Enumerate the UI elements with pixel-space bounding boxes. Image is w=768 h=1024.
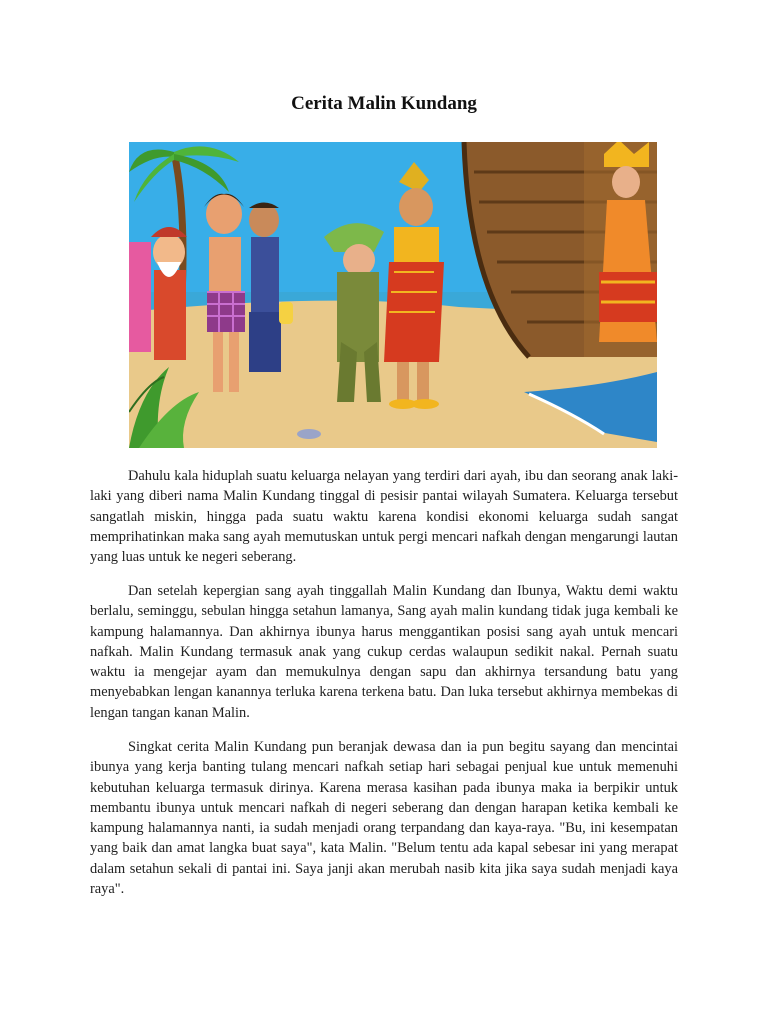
story-illustration	[129, 142, 657, 448]
paragraph-2: Dan setelah kepergian sang ayah tinggallah Malin Kundang dan Ibunya, Waktu demi waktu berlalu, seminggu, sebulan hingga setahun lamanya, Sang ayah malin kundang tidak juga kembali ke kampung halamannya. Dan akhirnya ibunya harus menggantikan posisi sang ayah untuk mencari nafkah. Malin Kundang termasuk anak yang cukup cerdas walaupun sedikit nakal. Pernah suatu waktu ia mengejar ayam dan memukulnya dengan sapu dan akhirnya tersandung batu yang menyebabkan lengan kanannya terluka karena terkena batu. Dan luka tersebut akhirnya membekas di lengan tangan kanan Malin.	[90, 583, 678, 721]
paragraph-3: Singkat cerita Malin Kundang pun beranjak dewasa dan ia pun begitu sayang dan mencintai ibunya yang kerja banting tulang mencari nafkah setiap hari sebagai penjual kue untuk memenuhi kebutuhan keluarga termasuk dirinya. Karena merasa kasihan pada ibunya maka ia berpikir untuk membantu ibunya untuk mencari nafkah di negeri seberang dan dengan harapan ketika kembali ke kampung halamannya nanti, ia sudah menjadi orang terpandang dan kaya-raya. "Bu, ini kesempatan yang baik dan amat langka buat saya", kata Malin. "Belum tentu ada kapal sebesar ini yang merapat dalam setahun sekali di pantai ini. Saya janji akan merubah nasib kita jika saya sudah menjadi kaya raya".	[90, 739, 678, 898]
shell	[297, 429, 321, 439]
paragraph-1: Dahulu kala hiduplah suatu keluarga nelayan yang terdiri dari ayah, ibu dan seorang anak laki-laki yang diberi nama Malin Kundang tinggal di pesisir pantai wilayah Sumatera. Keluarga tersebut sangatlah miskin, hingga pada suatu waktu karena kondisi ekonomi keluarga sudah sangat memprihatinkan maka sang ayah memutuskan untuk pergi mencari nafkah dengan mengarungi lautan yang luas untuk ke negeri seberang.	[90, 468, 678, 566]
page-title: Cerita Malin Kundang	[291, 93, 477, 114]
